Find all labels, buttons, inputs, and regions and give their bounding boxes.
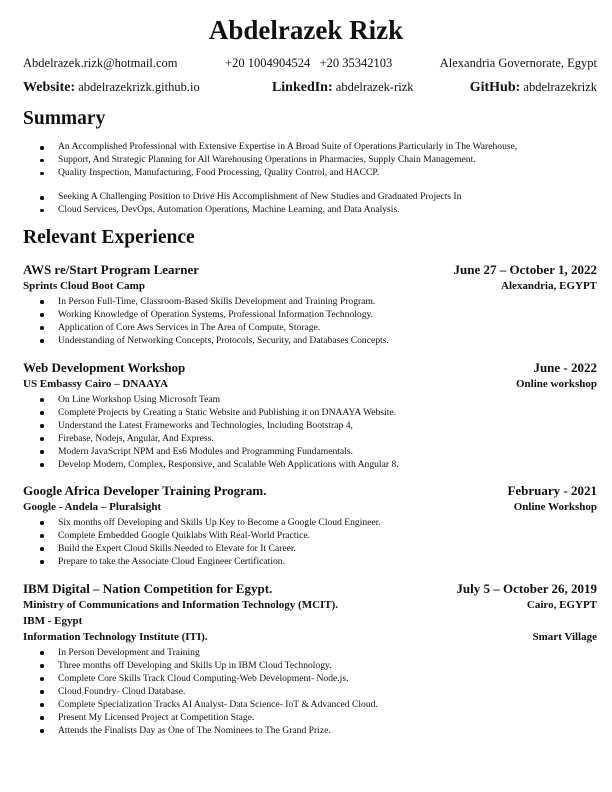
bullet-text: Attends the Finalists Day as One of The Nominees to The Grand Prize. — [58, 725, 331, 736]
bullet-item — [23, 321, 597, 334]
bullet-text: In Person Full-Time, Classroom-Based Skills Development and Training Program. — [58, 296, 376, 307]
job-date: July 5 – October 26, 2019 — [456, 581, 597, 596]
bullet-text: Quality Inspection, Manufacturing, Food Processing, Quality Control, and HACCP. — [58, 166, 380, 178]
job-title: Google Africa Developer Training Program. — [23, 483, 267, 498]
job-entry — [23, 360, 597, 471]
github-link[interactable]: abdelrazekrizk — [523, 80, 597, 94]
linkedin-link[interactable]: abdelrazek-rizk — [335, 80, 414, 94]
phone-numbers: +20 1004904524 +20 35342103 — [225, 56, 393, 70]
bullet-icon — [40, 677, 44, 681]
job-organization — [23, 597, 597, 613]
job-entry — [23, 483, 597, 568]
bullet-item — [23, 432, 597, 445]
job-organization — [23, 278, 597, 294]
bullet-text: Modern JavaScript NPM and Es6 Modules and Programming Fundamentals. — [58, 446, 353, 457]
bullet-text: Present My Licensed Project at Competition Stage. — [58, 712, 255, 723]
bullet-item — [23, 542, 597, 555]
github-label: GitHub: — [469, 80, 521, 95]
job-header — [23, 483, 597, 499]
bullet-icon — [40, 716, 44, 720]
bullet-item — [23, 419, 597, 432]
bullet-text: Complete Core Skills Track Cloud Computing-Web Development- Node.js. — [58, 673, 349, 684]
experience-heading: Relevant Experience — [23, 227, 195, 248]
bullet-item — [23, 529, 597, 542]
bullet-item — [23, 191, 461, 204]
job-organization — [23, 376, 597, 392]
bullet-item — [23, 167, 517, 180]
bullet-icon — [40, 521, 44, 525]
bullet-icon — [40, 411, 44, 415]
bullet-text: Cloud Services, DevOps, Automation Operations, Machine Learning, and Data Analysis. — [58, 203, 400, 215]
bullet-text: Understanding of Networking Concepts, Protocols, Security, and Databases Concepts. — [58, 335, 389, 346]
job-header — [23, 581, 597, 597]
bullet-item — [23, 334, 597, 347]
bullet-item — [23, 154, 517, 167]
bullet-item — [23, 672, 597, 685]
job-bullets — [23, 295, 597, 347]
bullet-text: Cloud Foundry- Cloud Database. — [58, 686, 186, 697]
bullet-icon — [40, 729, 44, 733]
bullet-text: Three months off Developing and Skills Up in IBM Cloud Technology. — [58, 660, 332, 671]
bullet-text: Complete Embedded Google Quiklabs With Real-World Practice. — [58, 530, 311, 541]
bullet-icon — [40, 196, 44, 200]
organization-location: Alexandria, EGYPT — [501, 280, 597, 292]
job-header — [23, 262, 597, 278]
bullet-icon — [40, 547, 44, 551]
bullet-text: On Line Workshop Using Microsoft Team — [58, 394, 221, 405]
bullet-item — [23, 445, 597, 458]
bullet-icon — [40, 664, 44, 668]
bullet-icon — [40, 339, 44, 343]
organization-name: Google - Andela – Pluralsight — [23, 501, 162, 513]
bullet-item — [23, 646, 597, 659]
bullet-item — [23, 204, 461, 217]
website-link[interactable]: abdelrazekrizk.github.io — [78, 80, 200, 94]
job-bullets — [23, 646, 597, 737]
bullet-icon — [40, 300, 44, 304]
bullet-text: Application of Core Aws Services in The Area of Compute, Storage. — [58, 322, 321, 333]
website-entry — [23, 78, 200, 97]
bullet-item — [23, 393, 597, 406]
job-title: Web Development Workshop — [23, 360, 186, 375]
bullet-item — [23, 555, 597, 568]
summary-list-2 — [23, 191, 461, 217]
bullet-icon — [40, 172, 44, 176]
job-date: June 27 – October 1, 2022 — [453, 262, 597, 277]
bullet-text: An Accomplished Professional with Extensive Expertise in A Broad Suite of Operations Particularly in The Warehouse, — [58, 141, 518, 152]
bullet-text: Six months off Developing and Skills Up Key to Become a Google Cloud Engineer. — [58, 517, 381, 528]
bullet-icon — [40, 313, 44, 317]
bullet-icon — [40, 651, 44, 655]
bullet-item — [23, 406, 597, 419]
contact-line — [23, 55, 597, 71]
summary-list-1 — [23, 141, 517, 180]
bullet-text: Build the Expert Cloud Skills Needed to Elevate for It Career. — [58, 543, 296, 554]
job-entry — [23, 581, 597, 737]
links-line — [23, 78, 597, 97]
bullet-icon — [40, 424, 44, 428]
bullet-item — [23, 685, 597, 698]
bullet-text: Firebase, Nodejs, Angular, And Express. — [58, 433, 214, 444]
bullet-item — [23, 295, 597, 308]
job-bullets — [23, 393, 597, 471]
location: Alexandria Governorate, Egypt — [439, 56, 597, 70]
linkedin-entry — [272, 78, 414, 97]
bullet-item — [23, 659, 597, 672]
website-label: Website: — [23, 80, 76, 95]
github-entry — [470, 78, 597, 97]
organization-name: Sprints Cloud Boot Camp — [23, 280, 145, 292]
organization-name: Ministry of Communications and Information Technology (MCIT). — [23, 599, 339, 611]
organization-name: US Embassy Cairo – DNAAYA — [23, 378, 169, 390]
job-entry — [23, 262, 597, 347]
bullet-text: Understand the Latest Frameworks and Technologies, Including Bootstrap 4, — [58, 420, 353, 431]
job-title: AWS re/Start Program Learner — [23, 262, 200, 277]
bullet-text: Prepare to take the Associate Cloud Engineer Certification. — [58, 556, 285, 567]
job-bullets — [23, 516, 597, 568]
bullet-item — [23, 711, 597, 724]
bullet-text: In Person Development and Training — [58, 647, 200, 658]
bullet-item — [23, 141, 517, 154]
bullet-icon — [40, 437, 44, 441]
candidate-name: Abdelrazek Rizk — [208, 15, 404, 45]
bullet-icon — [40, 159, 44, 163]
bullet-icon — [40, 398, 44, 402]
bullet-text: Develop Modern, Complex, Responsive, and Scalable Web Applications with Angular 8. — [58, 459, 399, 470]
bullet-icon — [40, 703, 44, 707]
organization-location: Cairo, EGYPT — [526, 599, 597, 611]
bullet-text: Complete Specialization Tracks AI Analyst- Data Science- IoT & Advanced Cloud. — [58, 699, 378, 710]
organization-location: Online Workshop — [513, 501, 597, 513]
linkedin-label: LinkedIn: — [271, 80, 333, 95]
bullet-icon — [40, 534, 44, 538]
organization-name: IBM - Egypt — [23, 615, 83, 627]
organization-location: Online workshop — [516, 378, 597, 390]
job-title: IBM Digital – Nation Competition for Egypt. — [23, 581, 273, 596]
bullet-item — [23, 516, 597, 529]
email[interactable]: Abdelrazek.rizk@hotmail.com — [23, 56, 178, 70]
bullet-icon — [40, 450, 44, 454]
job-date: June - 2022 — [533, 360, 597, 375]
bullet-icon — [40, 560, 44, 564]
job-header — [23, 360, 597, 376]
organization-location: Smart Village — [532, 631, 597, 643]
bullet-text: Seeking A Challenging Position to Drive His Accomplishment of New Studies and Graduated Projects In — [58, 191, 462, 202]
bullet-text: Complete Projects by Creating a Static Website and Publishing it on DNAAYA Website. — [58, 407, 397, 418]
summary-heading: Summary — [23, 108, 106, 129]
organization-name: Information Technology Institute (ITI). — [23, 631, 208, 643]
bullet-item — [23, 724, 597, 737]
bullet-icon — [40, 690, 44, 694]
job-date: February - 2021 — [507, 483, 597, 498]
bullet-item — [23, 698, 597, 711]
bullet-icon — [40, 463, 44, 467]
bullet-item — [23, 458, 597, 471]
bullet-item — [23, 308, 597, 321]
job-organization — [23, 499, 597, 515]
job-organization — [23, 629, 597, 645]
job-organization — [23, 613, 597, 629]
bullet-icon — [40, 209, 44, 213]
bullet-text: Working Knowledge of Operation Systems, Professional Information Technology. — [58, 309, 374, 320]
bullet-icon — [40, 326, 44, 330]
bullet-icon — [40, 146, 44, 150]
bullet-text: Support, And Strategic Planning for All Warehousing Operations in Pharmacies, Supply Chain Management. — [58, 153, 476, 165]
